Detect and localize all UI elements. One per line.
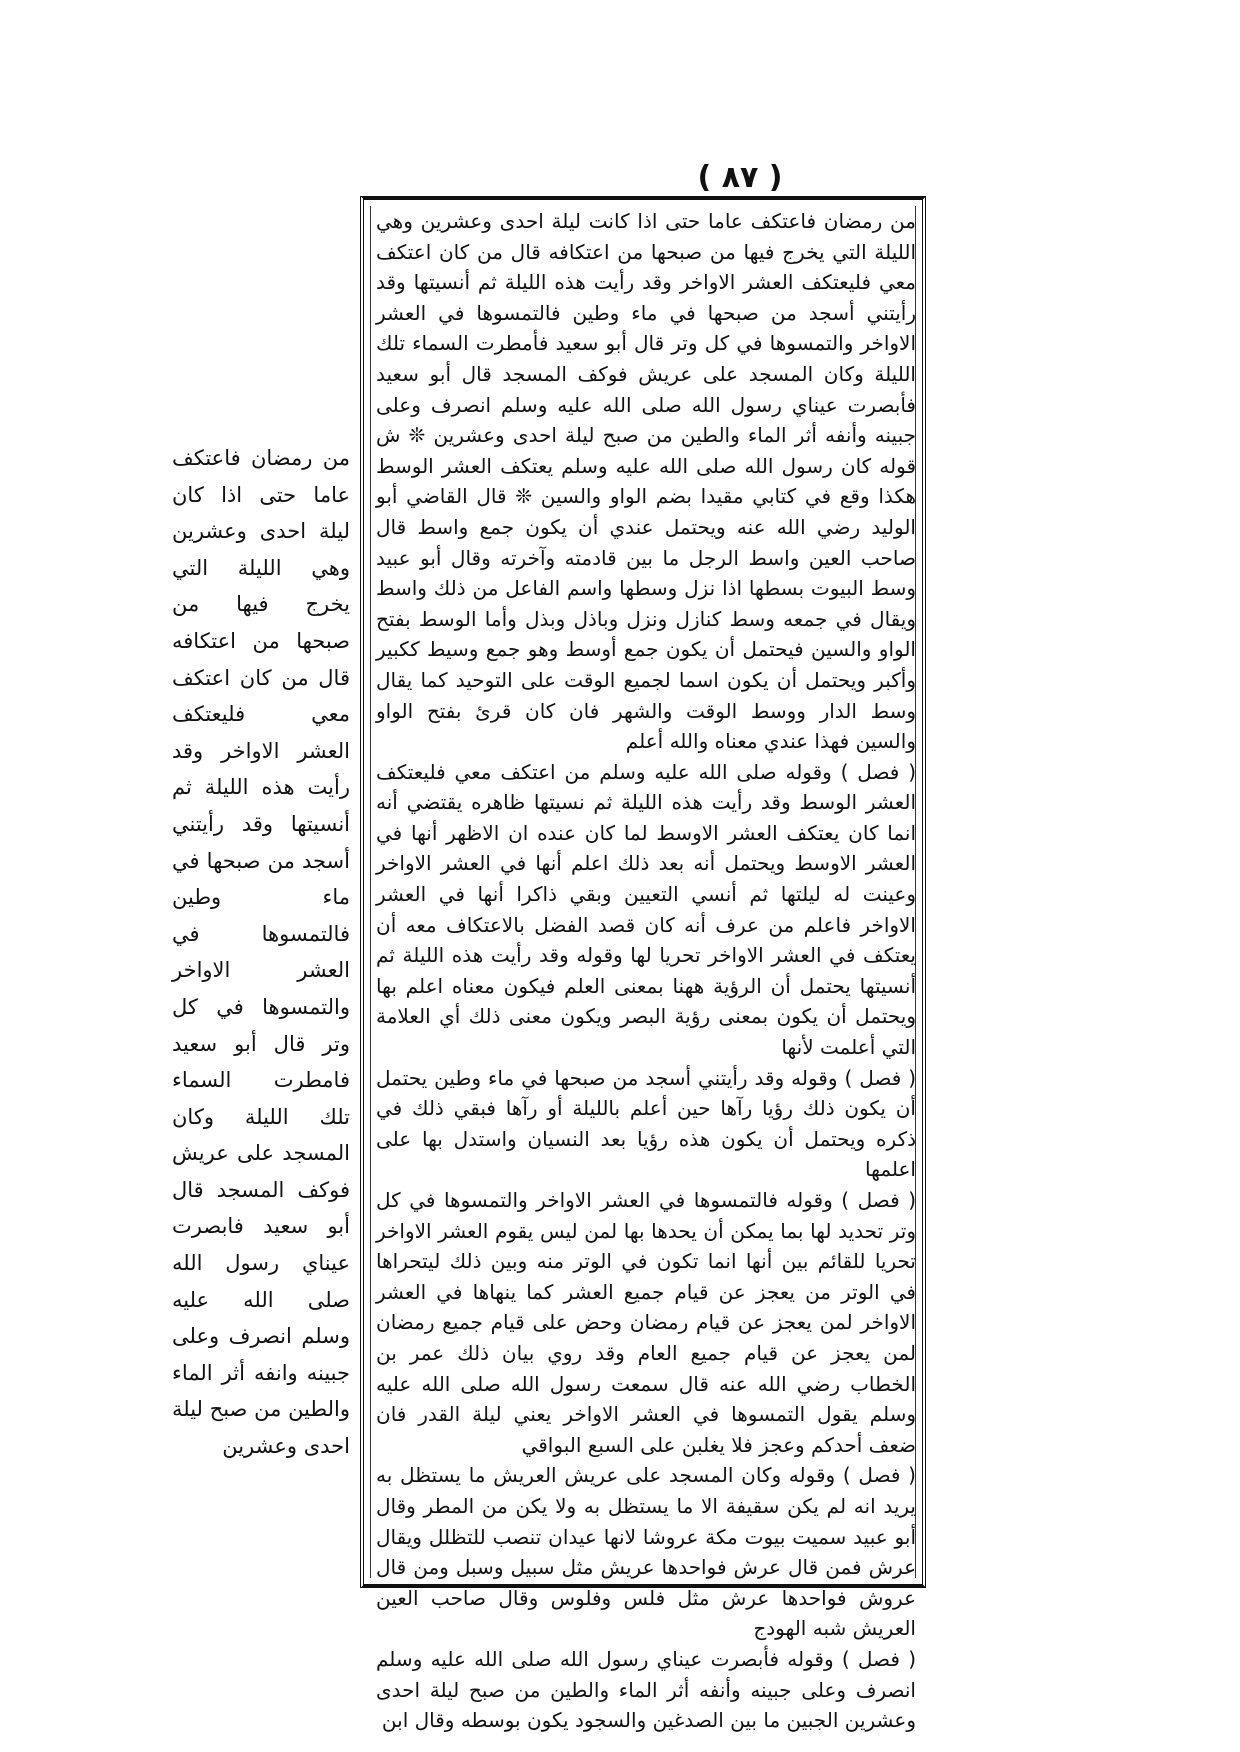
main-paragraph: ( فصل ) وقوله فالتمسوها في العشر الاواخر والتمسوها في كل وتر تحديد لها بما يمكن أن يحدها بها لمن ليس يقوم العشر الاواخر تحريا للقائم بين أنها انما تكون في الوتر منه وبين ذلك ليتحراها في الوتر من يعجز عن قيام جميع العشر كما ينهاها في العشر الاواخر لمن يعجز عن قيام رمضان وحض على قيام جميع رمضان لمن يعجز عن قيام جميع العام وقد روي بيان ذلك عمر بن الخطاب رضي الله عنه قال سمعت رسول الله صلى الله عليه وسلم يقول التمسوها في العشر الاواخر يعني ليلة القدر فان ضعف أحدكم وعجز فلا يغلبن على السبع البواقي: [376, 1188, 916, 1457]
margin-note-block: [172, 440, 350, 1459]
main-paragraph: من رمضان فاعتكف عاما حتى اذا كانت ليلة احدى وعشرين وهي الليلة التي يخرج فيها من صبحها من اعتكافه قال من كان اعتكف معي فليعتكف العشر الاواخر وقد رأيت هذه الليلة ثم أنسيتها وقد رأيتني أسجد من صبحها في ماء وطين فالتمسوها في العشر الاواخر والتمسوها في كل وتر قال أبو سعيد فأمطرت السماء تلك الليلة وكان المسجد على عريش فوكف المسجد قال أبو سعيد فأبصرت عيناي رسول الله صلى الله عليه وسلم انصرف وعلى جبينه وأنفه أثر الماء والطين من صبح ليلة احدى وعشرين ❊ ش قوله كان رسول الله صلى الله عليه وسلم يعتكف العشر الوسط هكذا وقع في كتابي مقيدا بضم الواو والسين ❊ قال القاضي أبو الوليد رضي الله عنه ويحتمل عندي أن يكون جمع واسط قال صاحب العين واسط الرجل ما بين قادمته وآخرته وقال أبو عبيد وسط البيوت بسطها اذا نزل وسطها واسم الفاعل من ذلك واسط ويقال في جمعه وسط كنازل ونزل وباذل وبذل وأما الوسط بفتح الواو والسين فيحتمل أن يكون جمع أوسط وهو جمع وسيط ككبير وأكبر ويحتمل أن يكون اسما لجميع الوقت على التوحيد كما يقال وسط الدار ووسط الوقت والشهر فان كان قرئ بفتح الواو والسين فهذا عندي معناه والله أعلم: [376, 209, 916, 754]
main-paragraph: ( فصل ) وقوله وكان المسجد على عريش العريش ما يستظل به يريد انه لم يكن سقيفة الا ما يستظل به ولا يكن من المطر وقال أبو عبيد سميت بيوت مكة عروشا لانها عيدان تنصب للتظلل ويقال عرش فمن قال عرش فواحدها عريش مثل سبيل وسبل ومن قال عروش فواحدها عرش مثل فلس وفلوس وقال صاحب العين العريش شبه الهودج: [376, 1463, 916, 1641]
margin-note: من رمضان فاعتكف عاما حتى اذا كان ليلة احدى وعشرين وهي الليلة التي يخرج فيها من صبحها من اعتكافه قال من كان اعتكف معي فليعتكف العشر الاواخر وقد رأيت هذه الليلة ثم أنسيتها وقد رأيتني أسجد من صبحها في ماء وطين فالتمسوها في العشر الاواخر والتمسوها في كل وتر قال أبو سعيد فامطرت السماء تلك الليلة وكان المسجد على عريش فوكف المسجد قال أبو سعيد فابصرت عيناي رسول الله صلى الله عليه وسلم انصرف وعلى جبينه وانفه أثر الماء والطين من صبح ليلة احدى وعشرين: [172, 446, 350, 1459]
main-paragraph: ( فصل ) وقوله صلى الله عليه وسلم من اعتكف معي فليعتكف العشر الوسط وقد رأيت هذه الليلة ثم نسيتها ظاهره يقتضي أنه انما كان يعتكف العشر الاوسط لما كان عنده ان الاظهر أنها في العشر الاوسط ويحتمل أنه بعد ذلك اعلم أنها في العشر الاواخر وعينت له ليلتها ثم أنسي التعيين وبقي ذاكرا أنها في العشر الاواخر فاعلم من عرف أنه كان قصد الفضل بالاعتكاف معه أن يعتكف في العشر الاواخر تحريا لها وقوله وقد رأيت هذه الليلة ثم أنسيتها يحتمل أن الرؤية ههنا بمعنى العلم فيكون معناه اعلم بها ويحتمل أن يكون بمعنى رؤية البصر ويكون معنى ذلك أي العلامة التي أعلمت لأنها: [376, 759, 916, 1060]
main-text-block: [376, 206, 916, 1733]
main-paragraph: ( فصل ) وقوله فأبصرت عيناي رسول الله صلى الله عليه وسلم انصرف وعلى جبينه وأنفه أثر الماء والطين من صبح ليلة احدى وعشرين الجبين ما بين الصدغين والسجود يكون بوسطه وقال ابن: [376, 1646, 916, 1733]
page-number: ( ٨٧ ): [697, 160, 783, 195]
main-paragraph: ( فصل ) وقوله وقد رأيتني أسجد من صبحها في ماء وطين يحتمل أن يكون ذلك رؤيا رآها حين أعلم بالليلة أو رآها فبقي ذلك في ذكره ويحتمل أن يكون هذه رؤيا بعد النسيان واستدل بها على اعلمها: [376, 1065, 916, 1182]
